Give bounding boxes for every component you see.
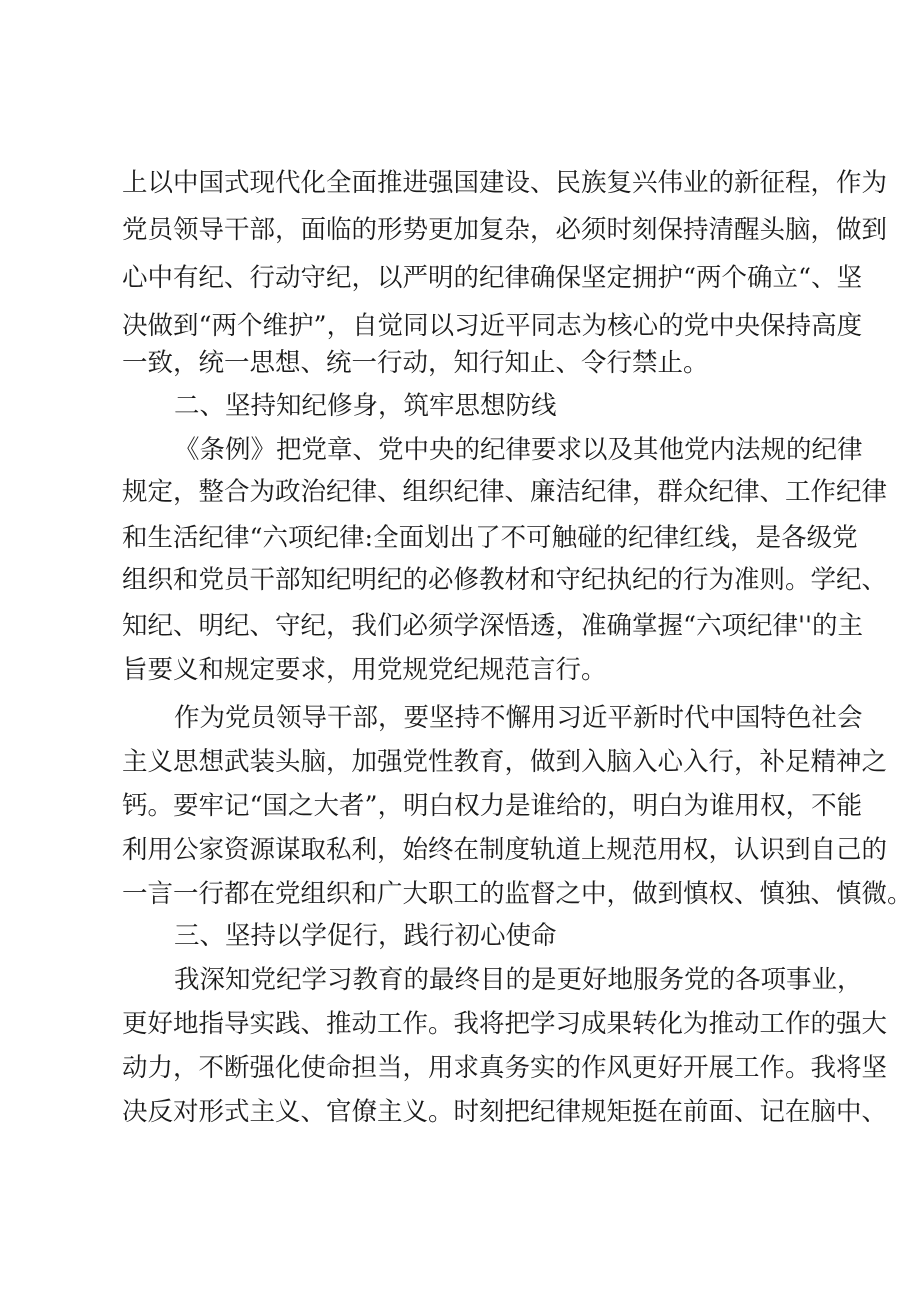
body-text-line: 钙。要牢记“国之大者”，明白权力是谁给的，明白为谁用权，不能 [122, 791, 863, 821]
section-heading: 二、坚持知纪修身，筑牢思想防线 [174, 391, 557, 421]
body-text-line: 作为党员领导干部，要坚持不懈用习近平新时代中国特色社会 [174, 703, 863, 733]
body-text-line: 《条例》把党章、党中央的纪律要求以及其他党内法规的纪律 [174, 435, 863, 465]
body-text-line: 更好地指导实践、推动工作。我将把学习成果转化为推动工作的强大 [122, 1009, 888, 1039]
body-text-line: 和生活纪律“六项纪律:全面划出了不可触碰的纪律红线，是各级党 [122, 523, 858, 553]
section-heading: 三、坚持以学促行，践行初心使命 [174, 921, 557, 951]
body-text-line: 规定，整合为政治纪律、组织纪律、廉洁纪律，群众纪律、工作纪律 [122, 477, 888, 507]
body-text-line: 一言一行都在党组织和广大职工的监督之中，做到慎权、慎独、慎微。 [122, 879, 913, 909]
body-text-line: 我深知党纪学习教育的最终目的是更好地服务党的各项事业， [174, 965, 863, 995]
body-text-line: 上以中国式现代化全面推进强国建设、民族复兴伟业的新征程，作为 [122, 168, 888, 198]
body-text-line: 组织和党员干部知纪明纪的必修教材和守纪执纪的行为准则。学纪、 [122, 565, 888, 595]
body-text-line: 动力，不断强化使命担当，用求真务实的作风更好开展工作。我将坚 [122, 1053, 888, 1083]
body-text-line: 主义思想武装头脑，加强党性教育，做到入脑入心入行，补足精神之 [122, 747, 888, 777]
body-text-line: 决反对形式主义、官僚主义。时刻把纪律规矩挺在前面、记在脑中、 [122, 1097, 888, 1127]
body-text-line: 旨要义和规定要求，用党规党纪规范言行。 [122, 655, 607, 685]
body-text-line: 党员领导干部，面临的形势更加复杂，必须时刻保持清醒头脑，做到 [122, 215, 888, 245]
body-text-line: 一致，统一思想、统一行动，知行知止、令行禁止。 [122, 348, 709, 378]
body-text-line: 决做到“两个维护”，自觉同以习近平同志为核心的党中央保持高度 [122, 311, 863, 341]
body-text-line: 知纪、明纪、守纪，我们必须学深悟透，准确掌握“六项纪律''的主 [122, 611, 864, 641]
body-text-line: 心中有纪、行动守纪，以严明的纪律确保坚定拥护“两个确立“、坚 [122, 263, 863, 293]
body-text-line: 利用公家资源谋取私利，始终在制度轨道上规范用权，认识到自己的 [122, 835, 888, 865]
